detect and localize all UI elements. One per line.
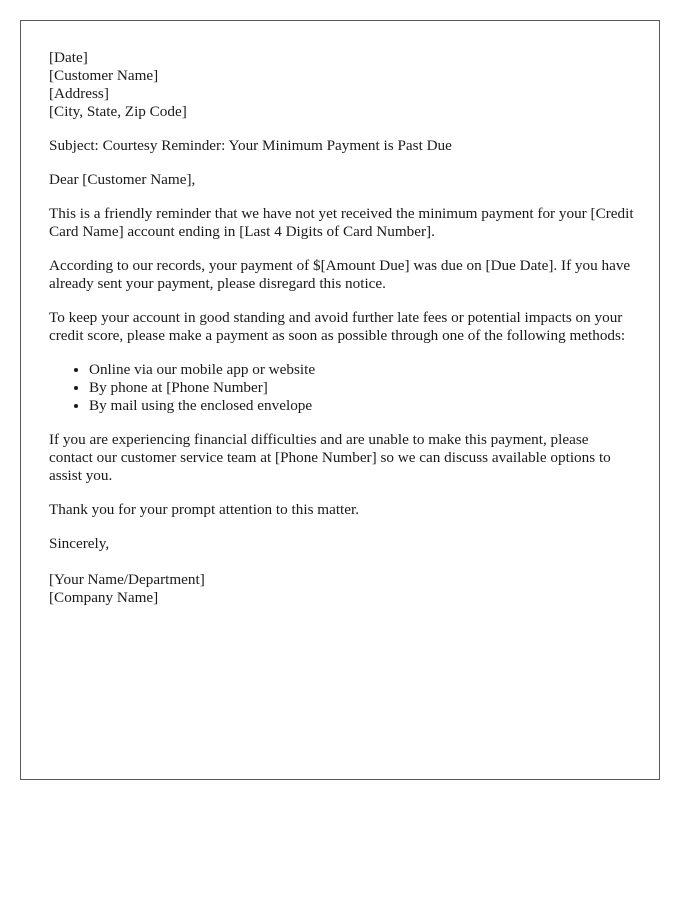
customer-name-line: [Customer Name] (49, 67, 159, 84)
signature-name-line: [Your Name/Department] (49, 571, 205, 588)
paragraph-reminder: This is a friendly reminder that we have not yet received the minimum payment for your [Credit Card Name] account ending in [Last 4 Digits of Card Number]. (49, 205, 634, 240)
paragraph-records: According to our records, your payment of $[Amount Due] was due on [Due Date]. If you have already sent your payment, please disregard this notice. (49, 257, 631, 292)
signature-company-line: [Company Name] (49, 589, 159, 606)
city-state-zip-line: [City, State, Zip Code] (49, 103, 187, 120)
list-item: • By phone at [Phone Number] (89, 379, 635, 397)
paragraph-difficulties: If you are experiencing financial difficulties and are unable to make this payment, please contact our customer service team at [Phone Number] so we can discuss available options to assist you. (49, 431, 611, 484)
letter-body (49, 49, 635, 607)
address-line: [Address] (49, 85, 109, 102)
paragraph-thanks: Thank you for your prompt attention to this matter. (49, 501, 360, 518)
payment-methods-list (49, 361, 635, 415)
list-item: • By mail using the enclosed envelope (89, 397, 635, 415)
signoff: Sincerely, (49, 535, 110, 552)
date-line: [Date] (49, 49, 88, 66)
subject-line: Subject: Courtesy Reminder: Your Minimum Payment is Past Due (49, 137, 452, 154)
list-item: • Online via our mobile app or website (89, 361, 635, 379)
letter-page (20, 20, 660, 780)
recipient-header (49, 49, 635, 121)
paragraph-payment-options: To keep your account in good standing and avoid further late fees or potential impacts on your credit score, please make a payment as soon as possible through one of the following methods: (49, 309, 626, 344)
signature-block (49, 571, 635, 607)
salutation: Dear [Customer Name], (49, 171, 196, 188)
